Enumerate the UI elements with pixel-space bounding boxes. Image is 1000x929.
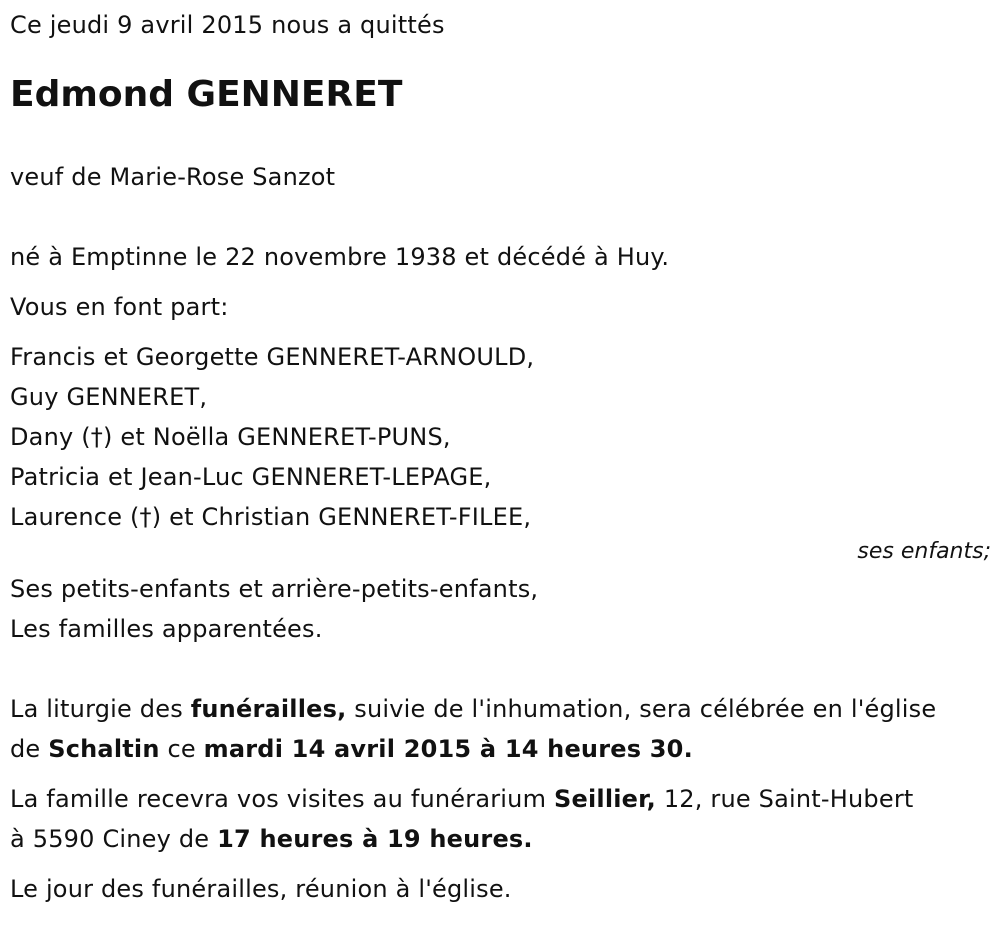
obituary-notice xyxy=(10,0,995,929)
visits-line-2: à 5590 Ciney de 17 heures à 19 heures. xyxy=(10,825,533,853)
families-line: Les familles apparentées. xyxy=(10,615,323,643)
child-line: Patricia et Jean-Luc GENNERET-LEPAGE, xyxy=(10,463,492,491)
visits-paragraph xyxy=(10,779,995,859)
intro-line: Ce jeudi 9 avril 2015 nous a quittés xyxy=(10,11,445,39)
children-list xyxy=(10,337,995,537)
visits-line-1: La famille recevra vos visites au funérarium Seillier, 12, rue Saint-Hubert xyxy=(10,785,914,813)
children-signature: ses enfants; xyxy=(857,539,991,564)
deceased-name: Edmond GENNERET xyxy=(10,74,403,115)
child-line: Francis et Georgette GENNERET-ARNOULD, xyxy=(10,343,535,371)
announce-line: Vous en font part: xyxy=(10,293,229,321)
child-line: Laurence (†) et Christian GENNERET-FILEE, xyxy=(10,503,532,531)
birth-death-line: né à Emptinne le 22 novembre 1938 et décédé à Huy. xyxy=(10,243,670,271)
relatives-block xyxy=(10,569,995,649)
liturgy-line-1: La liturgie des funérailles, suivie de l'inhumation, sera célébrée en l'église xyxy=(10,695,937,723)
closing-line: Le jour des funérailles, réunion à l'église. xyxy=(10,875,512,903)
liturgy-paragraph xyxy=(10,689,995,769)
child-line: Guy GENNERET, xyxy=(10,383,208,411)
child-line: Dany (†) et Noëlla GENNERET-PUNS, xyxy=(10,423,451,451)
liturgy-line-2: de Schaltin ce mardi 14 avril 2015 à 14 heures 30. xyxy=(10,735,693,763)
grandchildren-line: Ses petits-enfants et arrière-petits-enfants, xyxy=(10,575,539,603)
widow-line: veuf de Marie-Rose Sanzot xyxy=(10,163,336,191)
